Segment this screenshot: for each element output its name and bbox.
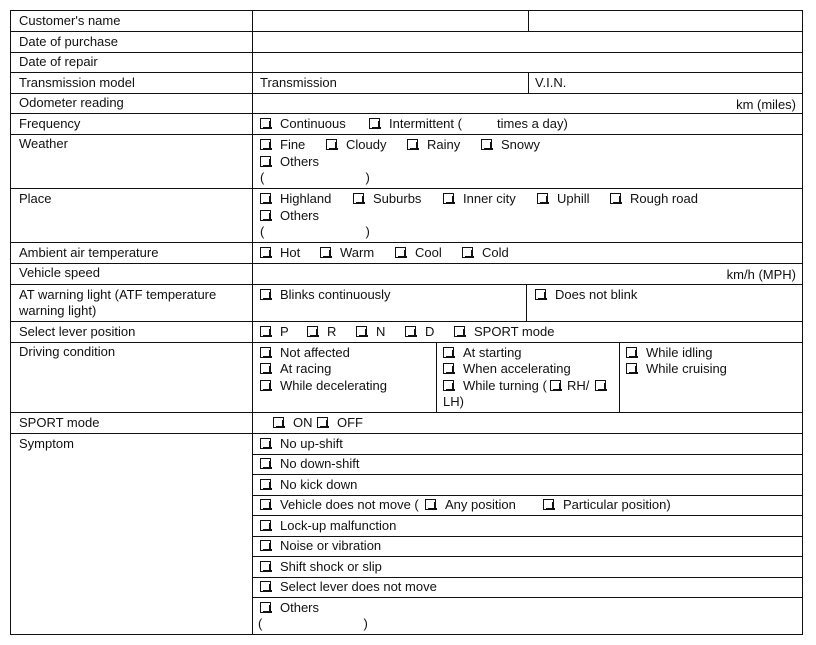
option-inner-city: Inner city: [463, 191, 516, 206]
label-vehicle-speed: Vehicle speed: [19, 265, 100, 280]
row-divider: [252, 454, 802, 455]
label-ambient: Ambient air temperature: [19, 245, 159, 260]
checkbox-d[interactable]: [405, 326, 416, 337]
row-divider: [11, 93, 802, 94]
option-times-a-day: times a day): [497, 116, 568, 131]
row-divider: [11, 412, 802, 413]
option-hot: Hot: [280, 245, 301, 260]
column-divider: [528, 11, 529, 31]
option-rough-road: Rough road: [630, 191, 698, 206]
checkbox-r[interactable]: [307, 326, 318, 337]
checkbox-idling[interactable]: [626, 347, 637, 358]
label-date-purchase: Date of purchase: [19, 34, 119, 49]
option-on: ON: [293, 415, 313, 430]
checkbox-no-downshift[interactable]: [260, 458, 271, 469]
option-any-position: Any position: [445, 497, 516, 512]
checkbox-any-position[interactable]: [425, 499, 436, 510]
option-suburbs: Suburbs: [373, 191, 422, 206]
label-select-lever: Select lever position: [19, 324, 136, 339]
checkbox-cool[interactable]: [395, 247, 406, 258]
option-fine: Fine: [280, 137, 306, 152]
checkbox-blinks[interactable]: [260, 289, 271, 300]
checkbox-turning[interactable]: [443, 380, 454, 391]
checkbox-inner-city[interactable]: [443, 193, 454, 204]
option-not-move: Vehicle does not move (: [280, 497, 419, 512]
row-divider: [252, 515, 802, 516]
checkbox-cruising[interactable]: [626, 363, 637, 374]
checkbox-shift-shock[interactable]: [260, 561, 271, 572]
label-place: Place: [19, 191, 52, 206]
place-others-paren: ( ): [260, 224, 370, 239]
row-divider: [252, 577, 802, 578]
option-rainy: Rainy: [427, 137, 461, 152]
option-particular-position: Particular position): [563, 497, 671, 512]
option-blinks: Blinks continuously: [280, 287, 391, 302]
checkbox-intermittent[interactable]: [369, 118, 380, 129]
column-divider: [436, 342, 437, 412]
option-no-upshift: No up-shift: [280, 436, 343, 451]
row-divider: [252, 597, 802, 598]
label-date-repair: Date of repair: [19, 54, 98, 69]
checkbox-not-move[interactable]: [260, 499, 271, 510]
option-cool: Cool: [415, 245, 442, 260]
checkbox-highland[interactable]: [260, 193, 271, 204]
option-off: OFF: [337, 415, 363, 430]
checkbox-no-kickdown[interactable]: [260, 479, 271, 490]
checkbox-symptom-others[interactable]: [260, 602, 271, 613]
odometer-unit: km (miles): [736, 97, 796, 112]
checkbox-lockup[interactable]: [260, 520, 271, 531]
row-divider: [11, 113, 802, 114]
option-at-starting: At starting: [463, 345, 522, 360]
option-lever-not-move: Select lever does not move: [280, 579, 437, 594]
checkbox-at-racing[interactable]: [260, 363, 271, 374]
label-transmission-model: Transmission model: [19, 75, 135, 90]
option-warm: Warm: [340, 245, 375, 260]
row-divider: [11, 72, 802, 73]
checkbox-weather-others[interactable]: [260, 156, 271, 167]
checkbox-cold[interactable]: [462, 247, 473, 258]
checkbox-not-blink[interactable]: [535, 289, 546, 300]
label-driving: Driving condition: [19, 344, 116, 359]
checkbox-sport-mode[interactable]: [454, 326, 465, 337]
row-divider: [11, 263, 802, 264]
vin-label: V.I.N.: [535, 75, 567, 90]
label-symptom: Symptom: [19, 436, 74, 451]
column-divider: [526, 284, 527, 321]
transmission-label: Transmission: [260, 75, 337, 90]
column-divider: [619, 342, 620, 412]
row-divider: [11, 188, 802, 189]
checkbox-uphill[interactable]: [537, 193, 548, 204]
option-continuous: Continuous: [280, 116, 346, 131]
option-n: N: [376, 324, 386, 339]
option-uphill: Uphill: [557, 191, 590, 206]
option-intermittent: Intermittent (: [389, 116, 462, 131]
option-sport-mode: SPORT mode: [474, 324, 555, 339]
option-r: R: [327, 324, 337, 339]
label-customer-name: Customer's name: [19, 13, 121, 28]
option-highland: Highland: [280, 191, 332, 206]
label-sport: SPORT mode: [19, 415, 100, 430]
option-lh: LH): [443, 394, 464, 409]
label-at-warning-line2: warning light): [19, 303, 97, 318]
option-snowy: Snowy: [501, 137, 541, 152]
row-divider: [11, 321, 802, 322]
option-no-kickdown: No kick down: [280, 477, 358, 492]
option-place-others: Others: [280, 208, 320, 223]
checkbox-accelerating[interactable]: [443, 363, 454, 374]
option-not-blink: Does not blink: [555, 287, 638, 302]
weather-others-paren: ( ): [260, 170, 370, 185]
row-divider: [11, 342, 802, 343]
checkbox-place-others[interactable]: [260, 210, 271, 221]
option-no-downshift: No down-shift: [280, 456, 360, 471]
row-divider: [11, 52, 802, 53]
row-divider: [11, 134, 802, 135]
symptom-others-paren: ( ): [258, 616, 368, 631]
column-divider: [252, 11, 253, 634]
option-idling: While idling: [646, 345, 713, 360]
option-rh: RH/: [567, 378, 590, 393]
option-lockup: Lock-up malfunction: [280, 518, 397, 533]
row-divider: [11, 433, 802, 434]
option-p: P: [280, 324, 289, 339]
row-divider: [11, 284, 802, 285]
option-d: D: [425, 324, 435, 339]
option-shift-shock: Shift shock or slip: [280, 559, 382, 574]
row-divider: [252, 556, 802, 557]
option-cloudy: Cloudy: [346, 137, 387, 152]
checkbox-rh[interactable]: [550, 380, 561, 391]
option-turning: While turning (: [463, 378, 547, 393]
option-decelerating: While decelerating: [280, 378, 387, 393]
checkbox-warm[interactable]: [320, 247, 331, 258]
label-weather: Weather: [19, 136, 68, 151]
checkbox-at-starting[interactable]: [443, 347, 454, 358]
checkbox-rainy[interactable]: [407, 139, 418, 150]
row-divider: [252, 536, 802, 537]
row-divider: [252, 474, 802, 475]
checkbox-not-affected[interactable]: [260, 347, 271, 358]
checkbox-no-upshift[interactable]: [260, 438, 271, 449]
option-symptom-others: Others: [280, 600, 320, 615]
checkbox-rough-road[interactable]: [610, 193, 621, 204]
checkbox-cloudy[interactable]: [326, 139, 337, 150]
option-cruising: While cruising: [646, 361, 727, 376]
option-weather-others: Others: [280, 154, 320, 169]
checkbox-particular-position[interactable]: [543, 499, 554, 510]
option-cold: Cold: [482, 245, 509, 260]
checkbox-n[interactable]: [356, 326, 367, 337]
speed-unit: km/h (MPH): [726, 267, 796, 282]
option-at-racing: At racing: [280, 361, 332, 376]
checkbox-noise[interactable]: [260, 540, 271, 551]
checkbox-hot[interactable]: [260, 247, 271, 258]
checkbox-suburbs[interactable]: [353, 193, 364, 204]
checkbox-snowy[interactable]: [481, 139, 492, 150]
row-divider: [11, 31, 802, 32]
diagnostic-worksheet: [10, 10, 803, 635]
checkbox-decelerating[interactable]: [260, 380, 271, 391]
checkbox-off[interactable]: [317, 417, 328, 428]
checkbox-on[interactable]: [273, 417, 284, 428]
row-divider: [252, 495, 802, 496]
column-divider: [528, 72, 529, 93]
checkbox-lever-not-move[interactable]: [260, 581, 271, 592]
checkbox-p[interactable]: [260, 326, 271, 337]
checkbox-fine[interactable]: [260, 139, 271, 150]
option-accelerating: When accelerating: [463, 361, 571, 376]
row-divider: [11, 242, 802, 243]
option-not-affected: Not affected: [280, 345, 350, 360]
checkbox-continuous[interactable]: [260, 118, 271, 129]
label-odometer: Odometer reading: [19, 95, 124, 110]
checkbox-lh[interactable]: [595, 380, 606, 391]
option-noise: Noise or vibration: [280, 538, 382, 553]
label-frequency: Frequency: [19, 116, 81, 131]
label-at-warning-line1: AT warning light (ATF temperature: [19, 287, 217, 302]
